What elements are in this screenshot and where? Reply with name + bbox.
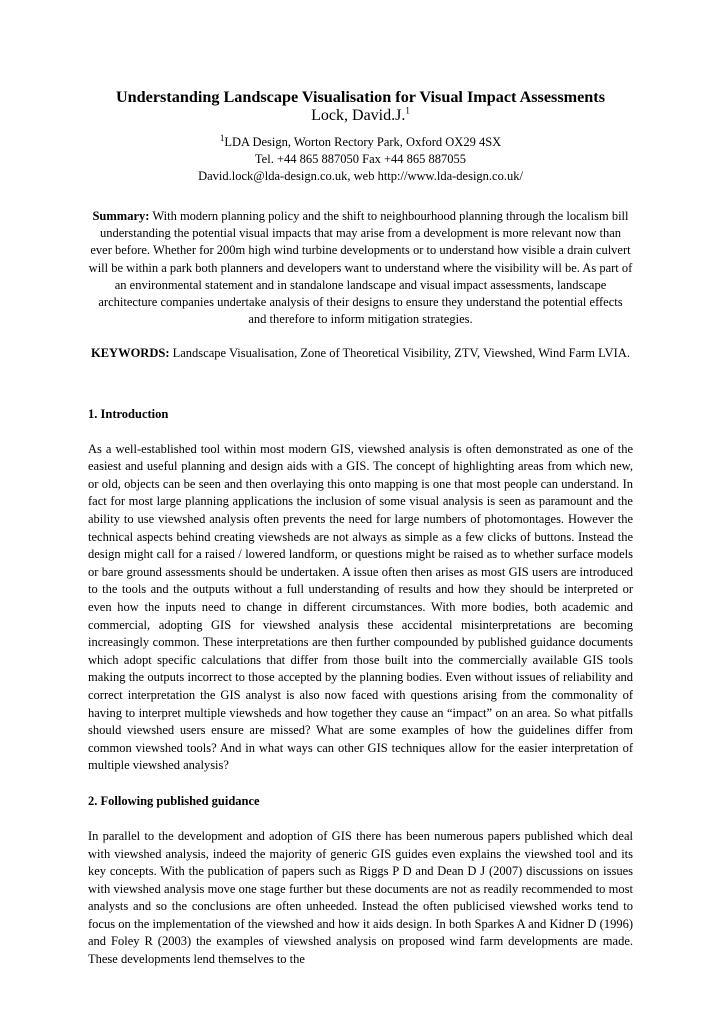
author-line [88,107,633,125]
author-affiliation-marker: 1 [405,105,410,116]
summary-text: With modern planning policy and the shift to neighbourhood planning through the localism bill understanding the potential visual impacts that may arise from a development is more relevant now than ever before. Whether for 200m high wind turbine developments or to understand how visible a drain culvert will be within a park both planners and developers want to understand where the visibility will be. As part of an environmental statement and in standalone landscape and visual impact assessments, landscape architecture companies undertake analysis of their designs to ensure they understand the potential effects and therefore to inform mitigation strategies. [88,209,633,327]
section-body-introduction: As a well-established tool within most modern GIS, viewshed analysis is often demonstrated as one of the easiest and useful planning and design aids with a GIS. The concept of highlighting areas from which new, or old, objects can be seen and then overlaying this onto mapping is one that most people can understand. In fact for most large planning applications the inclusion of some visual analysis is seen as paramount and the ability to use viewshed analysis often prevents the need for large numbers of photomontages. However the technical aspects behind creating viewsheds are not always as simple as a few clicks of buttons. Instead the design might call for a raised / lowered landform, or questions might be raised as to whether surface models or bare ground assessments should be undertaken. A issue often then arises as most GIS users are introduced to the tools and the outputs without a full understanding of results and how they should be interpreted or even how the inputs need to change in different circumstances. With more bodies, both academic and commercial, adopting GIS for viewshed analysis these accidental misinterpretations are becoming increasingly common. These interpretations are then further compounded by published guidance documents which adopt specific calculations that differ from those built into the commercially available GIS tools making the outputs incorrect to those accepted by the planning bodies. Even without issues of reliability and correct interpretation the GIS analyst is also now faced with questions arising from the commonality of having to interpret multiple viewsheds and how together they cause an “impact” on an area. So what pitfalls should viewshed users ensure are missed? What are some examples of how the guidelines differ from common viewshed tools? And in what ways can other GIS techniques allow for the easier interpretation of multiple viewshed analysis? [88,441,633,773]
keywords-label: KEYWORDS: [91,346,170,361]
affiliation-address-text: LDA Design, Worton Rectory Park, Oxford OX29 4SX [224,135,502,149]
keywords-text: Landscape Visualisation, Zone of Theoretical Visibility, ZTV, Viewshed, Wind Farm LVIA. [169,346,630,361]
paper-page [88,88,633,969]
section-heading-introduction: 1. Introduction [88,406,169,421]
affiliation-marker: 1 [219,132,225,143]
summary-block [88,208,633,328]
affiliation-email-web: David.lock@lda-design.co.uk, web http://www.lda-design.co.uk/ [198,169,523,183]
summary-label: Summary: [92,209,150,223]
affiliation-address [88,134,633,151]
keywords-block [88,345,633,362]
section-heading-published-guidance: 2. Following published guidance [88,793,260,808]
affiliation-phone-fax: Tel. +44 865 887050 Fax +44 865 887055 [254,152,467,166]
author-name: Lock, David.J. [311,107,406,124]
paper-title: Understanding Landscape Visualisation for Visual Impact Assessments [115,88,605,106]
section-body-published-guidance: In parallel to the development and adoption of GIS there has been numerous papers published which deal with viewshed analysis, indeed the majority of generic GIS guides even explains the viewshed tool and its key concepts. With the publication of papers such as Riggs P D and Dean D J (2007) discussions on issues with viewshed analysis move one stage further but these documents are not as readily recommended to most analysts and so the conclusions are often unheeded. Instead the often publicised viewshed works tend to focus on the implementation of the viewshed and how it aids design. In both Sparkes A and Kidner D (1996) and Foley R (2003) the examples of viewshed analysis on proposed wind farm developments are made. These developments lend themselves to the [88,828,633,967]
